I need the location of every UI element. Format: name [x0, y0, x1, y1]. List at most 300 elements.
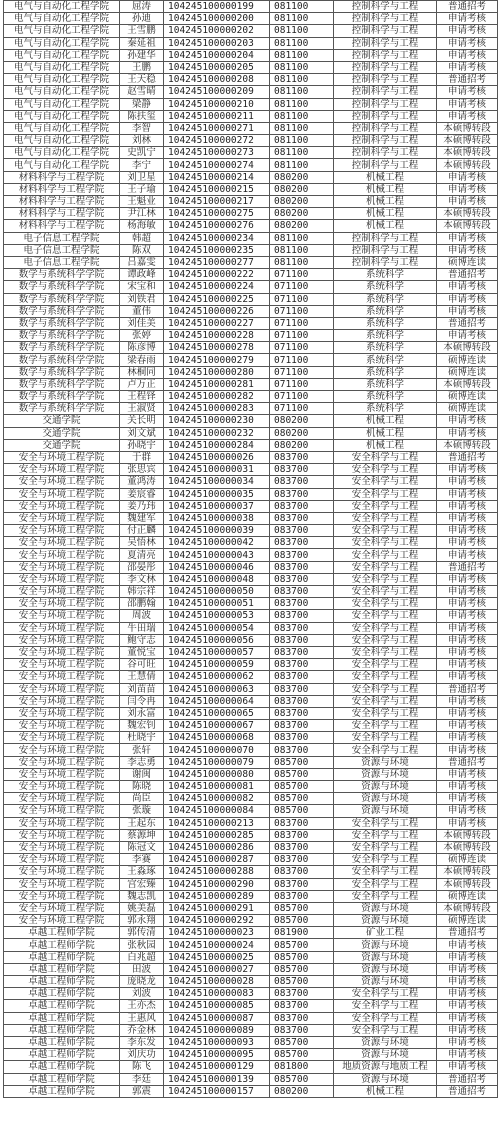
- admission-type-cell: 申请考核: [437, 963, 498, 975]
- admission-type-cell: 申请考核: [437, 988, 498, 1000]
- name-cell: 邵晏彤: [120, 561, 164, 573]
- major-name-cell: 系统科学: [334, 317, 437, 329]
- major-code-cell: 081100: [270, 256, 334, 268]
- major-name-cell: 控制科学与工程: [334, 232, 437, 244]
- exam-id-cell: 104245100000271: [164, 122, 270, 134]
- name-cell: 孙迪: [120, 13, 164, 25]
- exam-id-cell: 104245100000199: [164, 1, 270, 13]
- major-code-cell: 085700: [270, 915, 334, 927]
- major-code-cell: 071100: [270, 269, 334, 281]
- exam-id-cell: 104245100000063: [164, 683, 270, 695]
- major-name-cell: 系统科学: [334, 281, 437, 293]
- table-row: [4, 25, 498, 37]
- major-code-cell: 071100: [270, 293, 334, 305]
- admission-type-cell: 本硕博转段: [437, 902, 498, 914]
- admission-type-cell: 申请考核: [437, 110, 498, 122]
- admission-type-cell: 申请考核: [437, 86, 498, 98]
- admission-type-cell: 申请考核: [437, 744, 498, 756]
- college-cell: 安全与环境工程学院: [4, 634, 120, 646]
- exam-id-cell: 104245100000225: [164, 293, 270, 305]
- table-row: [4, 378, 498, 390]
- table-row: [4, 439, 498, 451]
- admission-type-cell: 申请考核: [437, 695, 498, 707]
- admission-type-cell: 本硕博转段: [437, 220, 498, 232]
- major-code-cell: 071100: [270, 317, 334, 329]
- admission-type-cell: 普通招考: [437, 317, 498, 329]
- major-name-cell: 资源与环境: [334, 1036, 437, 1048]
- admission-type-cell: 申请考核: [437, 793, 498, 805]
- admission-type-cell: 硕博连读: [437, 854, 498, 866]
- major-name-cell: 系统科学: [334, 269, 437, 281]
- table-row: [4, 1000, 498, 1012]
- major-code-cell: 083700: [270, 451, 334, 463]
- college-cell: 安全与环境工程学院: [4, 768, 120, 780]
- major-name-cell: 安全科学与工程: [334, 988, 437, 1000]
- major-name-cell: 资源与环境: [334, 939, 437, 951]
- admission-type-cell: 申请考核: [437, 49, 498, 61]
- college-cell: 卓越工程师学院: [4, 927, 120, 939]
- admission-type-cell: 申请考核: [437, 720, 498, 732]
- exam-id-cell: 104245100000046: [164, 561, 270, 573]
- exam-id-cell: 104245100000065: [164, 707, 270, 719]
- table-row: [4, 147, 498, 159]
- exam-id-cell: 104245100000062: [164, 671, 270, 683]
- admission-type-cell: 普通招考: [437, 561, 498, 573]
- table-row: [4, 598, 498, 610]
- admission-type-cell: 申请考核: [437, 13, 498, 25]
- exam-id-cell: 104245100000235: [164, 244, 270, 256]
- major-name-cell: 资源与环境: [334, 902, 437, 914]
- exam-id-cell: 104245100000129: [164, 1061, 270, 1073]
- college-cell: 数学与系统科学学院: [4, 281, 120, 293]
- name-cell: 刘铁君: [120, 293, 164, 305]
- admission-type-cell: 申请考核: [437, 293, 498, 305]
- college-cell: 安全与环境工程学院: [4, 720, 120, 732]
- college-cell: 安全与环境工程学院: [4, 500, 120, 512]
- table-row: [4, 122, 498, 134]
- name-cell: 董鸿涛: [120, 476, 164, 488]
- table-row: [4, 756, 498, 768]
- table-row: [4, 159, 498, 171]
- major-name-cell: 安全科学与工程: [334, 476, 437, 488]
- table-row: [4, 269, 498, 281]
- name-cell: 白兆超: [120, 951, 164, 963]
- major-name-cell: 资源与环境: [334, 781, 437, 793]
- exam-id-cell: 104245100000048: [164, 573, 270, 585]
- college-cell: 数学与系统科学学院: [4, 403, 120, 415]
- admission-type-cell: 申请考核: [437, 659, 498, 671]
- admission-type-cell: 申请考核: [437, 549, 498, 561]
- name-cell: 郭永翔: [120, 915, 164, 927]
- exam-id-cell: 104245100000290: [164, 878, 270, 890]
- name-cell: 鲍守志: [120, 634, 164, 646]
- major-name-cell: 安全科学与工程: [334, 464, 437, 476]
- table-row: [4, 135, 498, 147]
- exam-id-cell: 104245100000139: [164, 1073, 270, 1085]
- major-code-cell: 081100: [270, 110, 334, 122]
- name-cell: 刘卫星: [120, 171, 164, 183]
- major-name-cell: 控制科学与工程: [334, 98, 437, 110]
- college-cell: 安全与环境工程学院: [4, 902, 120, 914]
- admission-type-cell: 本硕博转段: [437, 841, 498, 853]
- admission-type-cell: 本硕博转段: [437, 342, 498, 354]
- college-cell: 数学与系统科学学院: [4, 293, 120, 305]
- name-cell: 王天稳: [120, 74, 164, 86]
- major-code-cell: 085700: [270, 756, 334, 768]
- admission-type-cell: 普通招考: [437, 451, 498, 463]
- admission-type-cell: 申请考核: [437, 1049, 498, 1061]
- name-cell: 卢万正: [120, 378, 164, 390]
- table-row: [4, 1012, 498, 1024]
- admission-type-cell: 申请考核: [437, 537, 498, 549]
- exam-id-cell: 104245100000282: [164, 391, 270, 403]
- table-row: [4, 525, 498, 537]
- exam-id-cell: 104245100000279: [164, 354, 270, 366]
- admission-type-cell: 本硕博转段: [437, 122, 498, 134]
- major-name-cell: 控制科学与工程: [334, 159, 437, 171]
- college-cell: 电气与自动化工程学院: [4, 25, 120, 37]
- name-cell: 陈彦博: [120, 342, 164, 354]
- major-name-cell: 资源与环境: [334, 793, 437, 805]
- major-code-cell: 080200: [270, 196, 334, 208]
- exam-id-cell: 104245100000224: [164, 281, 270, 293]
- college-cell: 电气与自动化工程学院: [4, 37, 120, 49]
- major-name-cell: 矿业工程: [334, 927, 437, 939]
- college-cell: 卓越工程师学院: [4, 1061, 120, 1073]
- name-cell: 李志勇: [120, 756, 164, 768]
- major-name-cell: 系统科学: [334, 342, 437, 354]
- major-code-cell: 083700: [270, 695, 334, 707]
- exam-id-cell: 104245100000291: [164, 902, 270, 914]
- college-cell: 交通学院: [4, 415, 120, 427]
- major-code-cell: 081100: [270, 159, 334, 171]
- exam-id-cell: 104245100000093: [164, 1036, 270, 1048]
- table-row: [4, 49, 498, 61]
- table-row: [4, 720, 498, 732]
- table-row: [4, 988, 498, 1000]
- major-code-cell: 083700: [270, 707, 334, 719]
- exam-id-cell: 104245100000214: [164, 171, 270, 183]
- college-cell: 电气与自动化工程学院: [4, 98, 120, 110]
- major-code-cell: 080200: [270, 427, 334, 439]
- major-code-cell: 085700: [270, 1049, 334, 1061]
- exam-id-cell: 104245100000204: [164, 49, 270, 61]
- table-row: [4, 793, 498, 805]
- college-cell: 安全与环境工程学院: [4, 659, 120, 671]
- table-row: [4, 549, 498, 561]
- table-row: [4, 1061, 498, 1073]
- name-cell: 郭传清: [120, 927, 164, 939]
- admission-type-cell: 申请考核: [437, 464, 498, 476]
- exam-id-cell: 104245100000034: [164, 476, 270, 488]
- admission-type-cell: 申请考核: [437, 98, 498, 110]
- college-cell: 安全与环境工程学院: [4, 890, 120, 902]
- major-name-cell: 资源与环境: [334, 1049, 437, 1061]
- name-cell: 牛田瑞: [120, 622, 164, 634]
- table-row: [4, 707, 498, 719]
- major-name-cell: 安全科学与工程: [334, 488, 437, 500]
- college-cell: 安全与环境工程学院: [4, 866, 120, 878]
- table-row: [4, 622, 498, 634]
- name-cell: 陈双: [120, 244, 164, 256]
- admission-type-cell: 申请考核: [437, 330, 498, 342]
- name-cell: 宫宏臻: [120, 878, 164, 890]
- exam-id-cell: 104245100000053: [164, 610, 270, 622]
- exam-id-cell: 104245100000059: [164, 659, 270, 671]
- name-cell: 谭政峰: [120, 269, 164, 281]
- admission-type-cell: 普通招考: [437, 1085, 498, 1097]
- major-name-cell: 系统科学: [334, 378, 437, 390]
- table-row: [4, 854, 498, 866]
- admission-type-cell: 普通招考: [437, 1073, 498, 1085]
- table-row: [4, 342, 498, 354]
- major-name-cell: 安全科学与工程: [334, 525, 437, 537]
- exam-id-cell: 104245100000057: [164, 646, 270, 658]
- table-row: [4, 915, 498, 927]
- table-row: [4, 74, 498, 86]
- major-name-cell: 安全科学与工程: [334, 549, 437, 561]
- college-cell: 材料科学与工程学院: [4, 183, 120, 195]
- exam-id-cell: 104245100000292: [164, 915, 270, 927]
- major-name-cell: 安全科学与工程: [334, 744, 437, 756]
- exam-id-cell: 104245100000084: [164, 805, 270, 817]
- major-code-cell: 081100: [270, 232, 334, 244]
- major-code-cell: 083700: [270, 537, 334, 549]
- major-name-cell: 系统科学: [334, 293, 437, 305]
- name-cell: 林桐同: [120, 366, 164, 378]
- college-cell: 安全与环境工程学院: [4, 878, 120, 890]
- major-name-cell: 安全科学与工程: [334, 671, 437, 683]
- table-row: [4, 878, 498, 890]
- name-cell: 蔡源坤: [120, 829, 164, 841]
- table-row: [4, 902, 498, 914]
- major-code-cell: 083700: [270, 512, 334, 524]
- table-row: [4, 646, 498, 658]
- major-name-cell: 安全科学与工程: [334, 707, 437, 719]
- major-name-cell: 控制科学与工程: [334, 110, 437, 122]
- admission-type-cell: 申请考核: [437, 488, 498, 500]
- exam-id-cell: 104245100000035: [164, 488, 270, 500]
- admission-type-cell: 普通招考: [437, 927, 498, 939]
- college-cell: 电气与自动化工程学院: [4, 122, 120, 134]
- college-cell: 电气与自动化工程学院: [4, 135, 120, 147]
- table-row: [4, 61, 498, 73]
- admission-type-cell: 申请考核: [437, 610, 498, 622]
- college-cell: 数学与系统科学学院: [4, 342, 120, 354]
- table-row: [4, 683, 498, 695]
- major-code-cell: 071100: [270, 391, 334, 403]
- major-code-cell: 083700: [270, 634, 334, 646]
- table-row: [4, 512, 498, 524]
- table-row: [4, 391, 498, 403]
- table-row: [4, 951, 498, 963]
- name-cell: 王鹏: [120, 61, 164, 73]
- college-cell: 安全与环境工程学院: [4, 817, 120, 829]
- name-cell: 闫令冉: [120, 695, 164, 707]
- name-cell: 吕嘉雯: [120, 256, 164, 268]
- admission-type-cell: 申请考核: [437, 25, 498, 37]
- major-code-cell: 081100: [270, 86, 334, 98]
- exam-id-cell: 104245100000213: [164, 817, 270, 829]
- admission-type-cell: 硕博连读: [437, 890, 498, 902]
- admission-table: [3, 0, 498, 1098]
- major-name-cell: 安全科学与工程: [334, 646, 437, 658]
- major-code-cell: 083700: [270, 488, 334, 500]
- exam-id-cell: 104245100000277: [164, 256, 270, 268]
- name-cell: 王魁业: [120, 196, 164, 208]
- admission-type-cell: 本硕博转段: [437, 159, 498, 171]
- major-name-cell: 安全科学与工程: [334, 537, 437, 549]
- name-cell: 于群: [120, 451, 164, 463]
- major-code-cell: 071100: [270, 305, 334, 317]
- college-cell: 卓越工程师学院: [4, 976, 120, 988]
- table-row: [4, 403, 498, 415]
- major-code-cell: 083700: [270, 500, 334, 512]
- table-row: [4, 805, 498, 817]
- admission-type-cell: 普通招考: [437, 683, 498, 695]
- name-cell: 陈冠文: [120, 841, 164, 853]
- admission-type-cell: 申请考核: [437, 232, 498, 244]
- major-code-cell: 083700: [270, 476, 334, 488]
- table-row: [4, 293, 498, 305]
- table-row: [4, 451, 498, 463]
- major-code-cell: 081100: [270, 37, 334, 49]
- exam-id-cell: 104245100000285: [164, 829, 270, 841]
- admission-type-cell: 申请考核: [437, 976, 498, 988]
- exam-id-cell: 104245100000289: [164, 890, 270, 902]
- major-name-cell: 机械工程: [334, 196, 437, 208]
- major-code-cell: 080200: [270, 208, 334, 220]
- major-name-cell: 安全科学与工程: [334, 829, 437, 841]
- college-cell: 安全与环境工程学院: [4, 488, 120, 500]
- exam-id-cell: 104245100000284: [164, 439, 270, 451]
- exam-id-cell: 104245100000228: [164, 330, 270, 342]
- name-cell: 谢闽: [120, 768, 164, 780]
- major-name-cell: 控制科学与工程: [334, 1, 437, 13]
- admission-type-cell: 申请考核: [437, 171, 498, 183]
- major-code-cell: 071100: [270, 403, 334, 415]
- college-cell: 安全与环境工程学院: [4, 451, 120, 463]
- major-code-cell: 081100: [270, 135, 334, 147]
- major-code-cell: 081100: [270, 74, 334, 86]
- major-code-cell: 083700: [270, 817, 334, 829]
- admission-type-cell: 本硕博转段: [437, 378, 498, 390]
- table-row: [4, 1024, 498, 1036]
- college-cell: 安全与环境工程学院: [4, 805, 120, 817]
- exam-id-cell: 104245100000272: [164, 135, 270, 147]
- major-name-cell: 资源与环境: [334, 915, 437, 927]
- major-code-cell: 083700: [270, 890, 334, 902]
- major-name-cell: 控制科学与工程: [334, 122, 437, 134]
- table-row: [4, 330, 498, 342]
- major-name-cell: 系统科学: [334, 366, 437, 378]
- exam-id-cell: 104245100000276: [164, 220, 270, 232]
- major-code-cell: 085700: [270, 781, 334, 793]
- exam-id-cell: 104245100000232: [164, 427, 270, 439]
- exam-id-cell: 104245100000068: [164, 732, 270, 744]
- exam-id-cell: 104245100000042: [164, 537, 270, 549]
- name-cell: 杨海敏: [120, 220, 164, 232]
- table-row: [4, 1049, 498, 1061]
- college-cell: 卓越工程师学院: [4, 988, 120, 1000]
- major-code-cell: 083700: [270, 829, 334, 841]
- college-cell: 电气与自动化工程学院: [4, 49, 120, 61]
- major-name-cell: 资源与环境: [334, 756, 437, 768]
- major-name-cell: 控制科学与工程: [334, 13, 437, 25]
- name-cell: 吴悟林: [120, 537, 164, 549]
- exam-id-cell: 104245100000286: [164, 841, 270, 853]
- college-cell: 安全与环境工程学院: [4, 671, 120, 683]
- table-row: [4, 366, 498, 378]
- major-name-cell: 机械工程: [334, 439, 437, 451]
- admission-type-cell: 申请考核: [437, 707, 498, 719]
- name-cell: 陈扶玺: [120, 110, 164, 122]
- table-row: [4, 1073, 498, 1085]
- name-cell: 尚臣: [120, 793, 164, 805]
- college-cell: 电气与自动化工程学院: [4, 159, 120, 171]
- admission-type-cell: 申请考核: [437, 281, 498, 293]
- exam-id-cell: 104245100000082: [164, 793, 270, 805]
- name-cell: 王子瑜: [120, 183, 164, 195]
- table-row: [4, 305, 498, 317]
- admission-type-cell: 申请考核: [437, 512, 498, 524]
- college-cell: 材料科学与工程学院: [4, 208, 120, 220]
- name-cell: 乔金林: [120, 1024, 164, 1036]
- college-cell: 安全与环境工程学院: [4, 537, 120, 549]
- exam-id-cell: 104245100000038: [164, 512, 270, 524]
- name-cell: 李文林: [120, 573, 164, 585]
- name-cell: 魏建军: [120, 512, 164, 524]
- major-code-cell: 081900: [270, 927, 334, 939]
- major-name-cell: 资源与环境: [334, 768, 437, 780]
- exam-id-cell: 104245100000274: [164, 159, 270, 171]
- major-code-cell: 083700: [270, 1000, 334, 1012]
- admission-type-cell: 申请考核: [437, 1036, 498, 1048]
- name-cell: 邵鹏翰: [120, 598, 164, 610]
- college-cell: 卓越工程师学院: [4, 963, 120, 975]
- table-row: [4, 573, 498, 585]
- table-row: [4, 281, 498, 293]
- college-cell: 交通学院: [4, 427, 120, 439]
- admission-type-cell: 申请考核: [437, 244, 498, 256]
- name-cell: 李智: [120, 122, 164, 134]
- major-code-cell: 085700: [270, 1036, 334, 1048]
- name-cell: 张璇: [120, 805, 164, 817]
- name-cell: 李廷: [120, 1073, 164, 1085]
- major-code-cell: 085700: [270, 1073, 334, 1085]
- exam-id-cell: 104245100000039: [164, 525, 270, 537]
- table-row: [4, 939, 498, 951]
- admission-type-cell: 普通招考: [437, 1, 498, 13]
- major-name-cell: 资源与环境: [334, 1073, 437, 1085]
- exam-id-cell: 104245100000217: [164, 196, 270, 208]
- college-cell: 安全与环境工程学院: [4, 586, 120, 598]
- name-cell: 刘波: [120, 988, 164, 1000]
- name-cell: 韩宗祥: [120, 586, 164, 598]
- name-cell: 赵雪晴: [120, 86, 164, 98]
- exam-id-cell: 104245100000085: [164, 1000, 270, 1012]
- major-name-cell: 资源与环境: [334, 805, 437, 817]
- name-cell: 姚美磊: [120, 902, 164, 914]
- college-cell: 卓越工程师学院: [4, 1049, 120, 1061]
- major-code-cell: 081100: [270, 49, 334, 61]
- major-name-cell: 资源与环境: [334, 963, 437, 975]
- admission-type-cell: 硕博连读: [437, 366, 498, 378]
- table-row: [4, 976, 498, 988]
- name-cell: 李赛: [120, 854, 164, 866]
- table-row: [4, 196, 498, 208]
- major-code-cell: 081100: [270, 25, 334, 37]
